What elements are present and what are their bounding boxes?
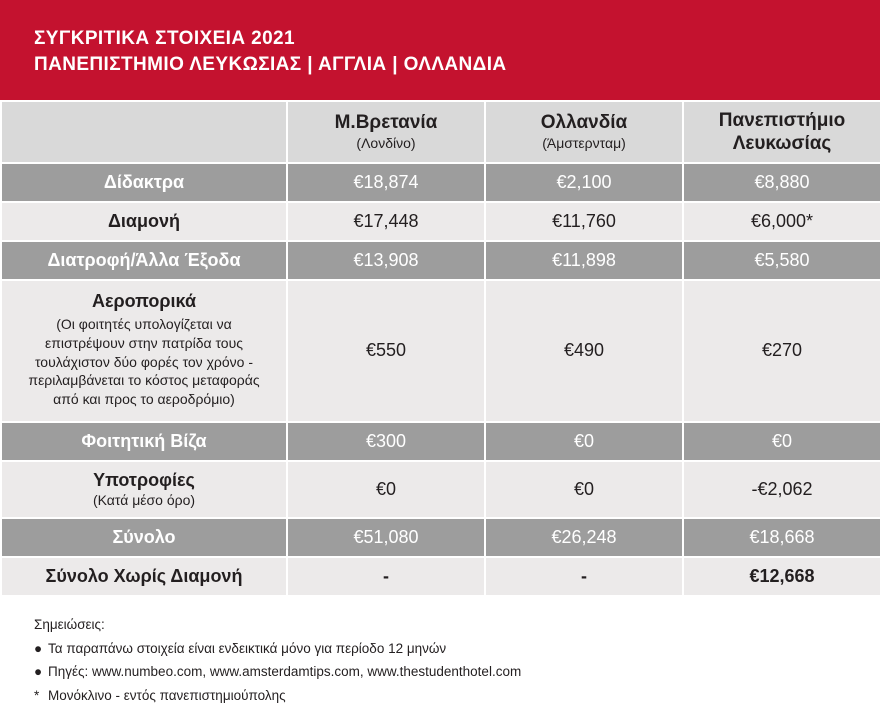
cell-total-cy: €18,668	[683, 518, 880, 557]
table-row	[1, 241, 880, 280]
row-label-scholarships-note: (Κατά μέσο όρο)	[92, 491, 196, 508]
header-uk-sub: (Λονδίνο)	[356, 135, 416, 152]
cell-scholarships-nl: €0	[485, 461, 683, 518]
row-label-food: Διατροφή/Άλλα Έξοδα	[1, 241, 287, 280]
cell-food-cy: €5,580	[683, 241, 880, 280]
cell-accommodation-nl: €11,760	[485, 202, 683, 241]
row-label-scholarships-title: Υποτροφίες	[93, 469, 195, 490]
row-label-accommodation: Διαμονή	[1, 202, 287, 241]
row-label-total: Σύνολο	[1, 518, 287, 557]
header-cell-empty	[1, 101, 287, 163]
table-row	[1, 422, 880, 461]
header-cy-main-1: Πανεπιστήμιο	[718, 109, 846, 131]
bullet-icon: ●	[34, 641, 43, 657]
table-header-row	[1, 101, 880, 163]
cell-visa-cy: €0	[683, 422, 880, 461]
table-row	[1, 461, 880, 518]
cell-flights-nl: €490	[485, 280, 683, 422]
notes-item-3	[34, 684, 880, 707]
row-label-flights	[1, 280, 287, 422]
asterisk-icon: *	[34, 687, 40, 703]
cell-total-uk: €51,080	[287, 518, 485, 557]
cell-visa-uk: €300	[287, 422, 485, 461]
table-row	[1, 163, 880, 202]
cell-total-no-acc-nl: -	[485, 557, 683, 596]
table-row	[1, 280, 880, 422]
row-label-flights-note: (Οι φοιτητές υπολογίζεται να επιστρέψουν στην πατρίδα τους τουλάχιστον δύο φορές τον χρόνο - περιλαμβάνεται το κόστος μεταφοράς από και προς το αεροδρόμιο)	[28, 316, 260, 407]
table-row	[1, 202, 880, 241]
notes-item-2	[34, 660, 880, 683]
cell-total-nl: €26,248	[485, 518, 683, 557]
cell-flights-cy: €270	[683, 280, 880, 422]
cell-accommodation-cy: €6,000*	[683, 202, 880, 241]
header-uk-main: Μ.Βρετανία	[334, 112, 438, 134]
cell-visa-nl: €0	[485, 422, 683, 461]
header-title-line1: ΣΥΓΚΡΙΤΙΚΑ ΣΤΟΙΧΕΙΑ 2021	[34, 28, 295, 49]
cell-scholarships-cy: -€2,062	[683, 461, 880, 518]
cell-tuition-uk: €18,874	[287, 163, 485, 202]
cell-accommodation-uk: €17,448	[287, 202, 485, 241]
cell-tuition-nl: €2,100	[485, 163, 683, 202]
notes-item-2-text: Πηγές: www.numbeo.com, www.amsterdamtips.com, www.thestudenthotel.com	[48, 664, 522, 680]
header-nl-sub: (Άμστερνταμ)	[542, 135, 626, 152]
notes-item-1-text: Τα παραπάνω στοιχεία είναι ενδεικτικά μόνο για περίοδο 12 μηνών	[48, 641, 447, 657]
header-nl-main: Ολλανδία	[540, 112, 628, 134]
cell-scholarships-uk: €0	[287, 461, 485, 518]
row-label-tuition: Δίδακτρα	[1, 163, 287, 202]
row-label-total-no-accommodation: Σύνολο Χωρίς Διαμονή	[1, 557, 287, 596]
cell-tuition-cy: €8,880	[683, 163, 880, 202]
notes-item-1	[34, 637, 880, 660]
notes-title: Σημειώσεις:	[34, 616, 105, 632]
comparison-table	[0, 100, 880, 597]
row-label-scholarships	[1, 461, 287, 518]
cell-total-no-acc-cy: €12,668	[683, 557, 880, 596]
header-banner	[0, 0, 880, 100]
cell-food-uk: €13,908	[287, 241, 485, 280]
header-cell-nl	[485, 101, 683, 163]
notes-item-3-text: Μονόκλινο - εντός πανεπιστημιούπολης	[48, 687, 286, 703]
bullet-icon: ●	[34, 664, 43, 680]
notes-section	[0, 597, 880, 707]
row-label-visa: Φοιτητική Βίζα	[1, 422, 287, 461]
header-cell-cy	[683, 101, 880, 163]
header-cell-uk	[287, 101, 485, 163]
cell-flights-uk: €550	[287, 280, 485, 422]
table-row	[1, 518, 880, 557]
row-label-flights-title: Αεροπορικά	[91, 291, 197, 311]
cell-food-nl: €11,898	[485, 241, 683, 280]
table-row	[1, 557, 880, 596]
header-title-line2: ΠΑΝΕΠΙΣΤΗΜΙΟ ΛΕΥΚΩΣΙΑΣ | ΑΓΓΛΙΑ | ΟΛΛΑΝΔΙΑ	[34, 54, 507, 76]
header-cy-main-2: Λευκωσίας	[732, 133, 832, 154]
cell-total-no-acc-uk: -	[287, 557, 485, 596]
